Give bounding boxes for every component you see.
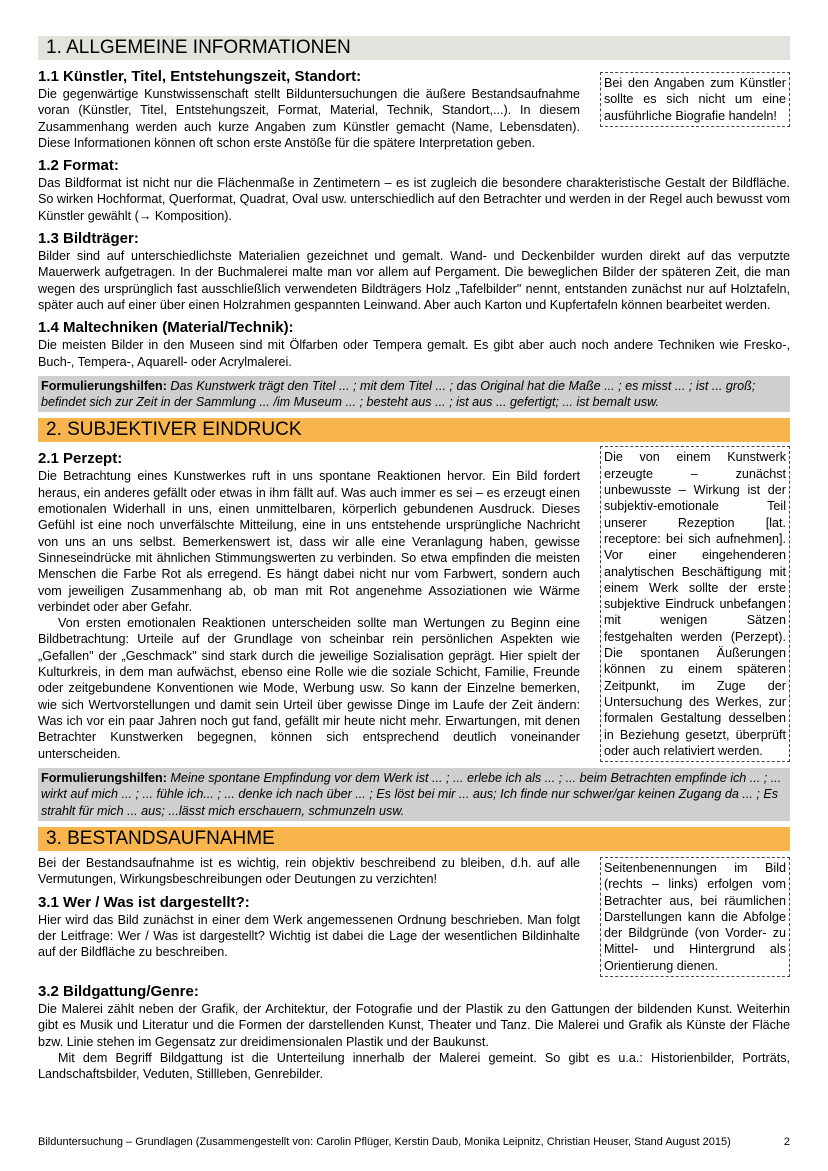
section-2-heading: 2. SUBJEKTIVER EINDRUCK [38, 418, 790, 442]
heading-3-1: 3.1 Wer / Was ist dargestellt?: [38, 893, 250, 911]
section-3-heading: 3. BESTANDSAUFNAHME [38, 827, 790, 851]
paragraph-1-2: Das Bildformat ist nicht nur die Flächenmaße in Zentimetern – es ist zugleich die besondere charakteristische Gestalt der Bildfläche. So wirken Hochformat, Querformat, Quadrat, Oval usw. unterschiedlich auf den Betrachter und werden in der Regel auch bewusst vom Künstler gewählt (→ Komposition). [38, 176, 790, 223]
paragraph-2-1b: Von ersten emotionalen Reaktionen unterscheiden sollte man Wertungen zu Beginn eine Bildbetrachtung: Urteile auf der Grundlage von scheinbar rein persönlichen Aspekten wie „Gefallen" der „Geschmack" sind stark durch die jeweilige Sozialisation geprägt. Hier spielt der Kulturkreis, in dem man aufwächst, ebenso eine Rolle wie die soziale Schicht, Familie, Freunde oder zeitgebundene Konventionen wie Mode, Werbung usw. So kann der Einzelne bemerken, wie sich Wertvorstellungen und damit sein Urteil über gewisse Dinge im Laufe der Zeit ändern: Was ich vor ein paar Jahren noch gut fand, gefällt mir heute nicht mehr. Erwartungen, mit denen Betrachter Kunstwerken begegnen, können sich entsprechend deutlich voneinander unterscheiden. [38, 616, 580, 761]
paragraph-3: Bei der Bestandsaufnahme ist es wichtig, rein objektiv beschreibend zu bleiben, d.h. auf alle Vermutungen, Wirkungsbeschreibungen oder Deutungen zu verzichten! [38, 855, 580, 887]
heading-1-4: 1.4 Maltechniken (Material/Technik): [38, 319, 294, 337]
paragraph-1-1: Die gegenwärtige Kunstwissenschaft stellt Bilduntersuchungen die äußere Bestandsaufnahme voran (Künstler, Titel, Entstehungszeit, Format, Material, Technik, Standort,...). In diesem Zusammenhang werden auch kurze Angaben zum Künstler gemacht (Name, Lebensdaten). Diese Informationen können oft schon erste Anstöße für die spätere Interpretation geben. [38, 87, 580, 150]
footer-text: Bilduntersuchung – Grundlagen (Zusammengestellt von: Carolin Pflüger, Kerstin Daub, Monika Leipnitz, Christian Heuser, Stand August 2015) [38, 1136, 731, 1148]
page-number: 2 [783, 1136, 790, 1148]
paragraph-1-4: Die meisten Bilder in den Museen sind mit Ölfarben oder Tempera gemalt. Es gibt aber auch noch andere Techniken wie Fresko-, Buch-, Tempera-, Aquarell- oder Acrylmalerei. [38, 338, 790, 369]
paragraph-1-3: Bilder sind auf unterschiedlichste Materialien gezeichnet und gemalt. Wand- und Deckenbilder wurden direkt auf das verputzte Mauerwerk aufgetragen. In der Buchmalerei malte man vor allem auf Pergament. Die beweglichen Bilder der späteren Zeit, die man wegen des ursprünglich fast ausschließlich verwendeten Bildträgers Holz „Tafelbilder" nennt, entstanden zunächst nur auf Holztafeln, später auch auf einer über einen Holzrahmen gespannten Leinwand. Aber auch Karton und Kupfertafeln können bearbeitet werden. [38, 249, 790, 312]
hint-text: Das Kunstwerk trägt den Titel ... ; mit dem Titel ... ; das Original hat die Maße ... ; es misst ... ; ist ... groß; befindet sich zur Zeit in der Sammlung ... /im Museum ... ; besteht aus ... ; ist aus ... gefertigt; ... ist bemalt usw. [41, 378, 756, 410]
hint-label: Formulierungshilfen: [41, 378, 167, 393]
heading-1-2: 1.2 Format: [38, 157, 119, 175]
paragraph-2-1a: Die Betrachtung eines Kunstwerkes ruft in uns spontane Reaktionen hervor. Ein Bild fordert heraus, ein anderes gefällt oder etwas in ihm fällt auf. Was auch immer es sei – es erzeugt einen emotionalen Widerhall in uns, einen unmittelbaren, körperlich gebundenen Ausdruck. Dieses Gefühl ist eine noch unverfälschte Mitteilung, eine in uns entstehende ursprüngliche Nachricht von uns an uns selbst. Bemerkenswert ist, dass wir alle eine Veranlagung haben, gewisse Sinneseindrücke mit ähnlichen Stimmungswerten zu verbinden. So etwa empfinden die meisten Menschen die Farbe Rot als erregend. Es hängt dabei nicht nur vom Farbwert, sondern auch vom jeweiligen Zusammenhang ab, ob man mit Rot angenehme Assoziationen wie Wärme verbindet oder aber Gefahr. [38, 469, 580, 614]
paragraph-3-1: Hier wird das Bild zunächst in einer dem Werk angemessenen Ordnung beschrieben. Man folgt der Leitfrage: Wer / Was ist dargestellt? Wichtig ist dabei die Lage der wesentlichen Bildinhalte auf der Bildfläche zu beschreiben. [38, 912, 580, 960]
note-box-sides: Seitenbenennungen im Bild (rechts – links) erfolgen vom Betrachter aus, bei räumlichen Darstellungen kann die Abfolge der Bildgründe (von Vorder- zu Mittel- und Hintergrund als Orientierung dienen. [600, 857, 790, 977]
heading-3-2: 3.2 Bildgattung/Genre: [38, 983, 199, 1001]
footer [38, 1136, 790, 1148]
heading-1-1: 1.1 Künstler, Titel, Entstehungszeit, Standort: [38, 68, 362, 85]
page-content [38, 36, 790, 1083]
hint-label: Formulierungshilfen: [41, 771, 167, 786]
paragraph-3-2b: Mit dem Begriff Bildgattung ist die Unterteilung innerhalb der Malerei gemeint. So gibt es u.a.: Historienbilder, Porträts, Landschaftsbilder, Veduten, Stillleben, Genrebilder. [38, 1050, 790, 1082]
section-3-intro [38, 855, 790, 977]
section-1-heading: 1. ALLGEMEINE INFORMATIONEN [38, 36, 790, 60]
phrasing-help-2 [38, 768, 790, 821]
note-box-artist: Bei den Angaben zum Künstler sollte es sich nicht um eine ausführliche Biografie handeln! [600, 72, 790, 127]
paragraph-3-2a: Die Malerei zählt neben der Grafik, der Architektur, der Fotografie und der Plastik zu den Gattungen der bildenden Kunst. Weiterhin gibt es Musik und Literatur und die Formen der darstellenden Kunst, Theater und Tanz. Die Malerei und Grafik als Künste der Fläche bzw. Linie stehen im Gegensatz zur dreidimensionalen Plastik und der Baukunst. [38, 1002, 790, 1049]
phrasing-help-1 [38, 376, 790, 413]
hint-text: Meine spontane Empfindung vor dem Werk ist ... ; ... erlebe ich als ... ; ... beim Betrachten empfinde ich ... ; ... wirkt auf mich ... ; ... fühle ich... ; ... denke ich nach über ... ; Es löst bei mir ... aus; Ich finde nur schwer/gar keinen Zugang da ... ; Es strahlt für mich ... aus; ...lässt mich erschauern, schmunzeln usw. [41, 771, 782, 818]
heading-1-3: 1.3 Bildträger: [38, 230, 139, 248]
section-1-1 [38, 64, 790, 151]
section-2-1 [38, 446, 790, 762]
heading-2-1: 2.1 Perzept: [38, 450, 123, 468]
note-box-perzept: Die von einem Kunstwerk erzeugte – zunächst unbewusste – Wirkung ist der subjektiv-emotionale Teil unserer Rezeption [lat. receptore: bei sich aufnehmen]. Vor einer eingehenderen analytischen Beschäftigung mit einem Werk sollte der erste subjektive Eindruck unbefangen mit wenigen Sätzen festgehalten werden (Perzept). Die spontanen Äußerungen können zu einem späteren Zeitpunkt, im Zuge der Untersuchung des Werkes, zur formalen Gestaltung desselben in Beziehung gesetzt, überprüft oder auch relativiert werden. [600, 446, 790, 762]
